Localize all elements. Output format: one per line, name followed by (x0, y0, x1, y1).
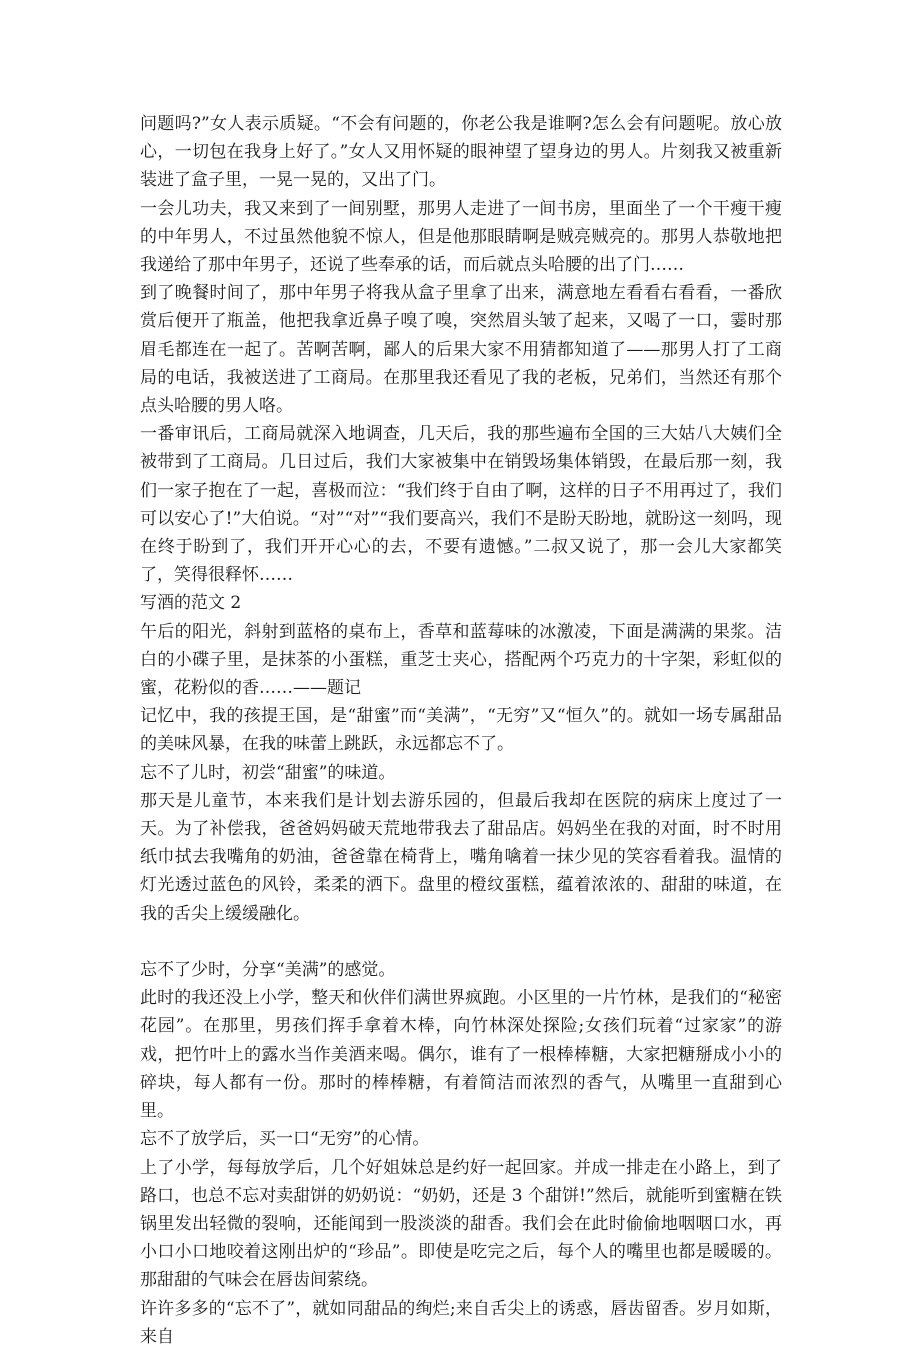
paragraph: 那天是儿童节，本来我们是计划去游乐园的，但最后我却在医院的病床上度过了一天。为了补偿我，爸爸妈妈破天荒地带我去了甜品店。妈妈坐在我的对面，时不时用纸巾拭去我嘴角的奶油，爸爸靠在椅背上，嘴角噙着一抹少见的笑容看着我。温情的灯光透过蓝色的风铃，柔柔的洒下。盘里的橙纹蛋糕，蕴着浓浓的、甜甜的味道，在我的舌尖上缓缓融化。 (140, 790, 782, 924)
paragraph: 忘不了放学后，买一口“无穷”的心情。 (140, 1129, 430, 1150)
paragraph: 午后的阳光，斜射到蓝格的桌布上，香草和蓝莓味的冰激凌，下面是满满的果浆。洁白的小碟子里，是抹茶的小蛋糕，重芝士夹心，搭配两个巧克力的十字架，彩虹似的蜜，花粉似的香……——题记 (140, 621, 782, 699)
section-heading: 写酒的范文 2 (140, 593, 242, 614)
paragraph: 许许多多的“忘不了”，就如同甜品的绚烂;来自舌尖上的诱惑，唇齿留香。岁月如斯，来自 (140, 1298, 782, 1347)
paragraph: 问题吗?”女人表示质疑。“不会有问题的，你老公我是谁啊?怎么会有问题呢。放心放心，一切包在我身上好了。”女人又用怀疑的眼神望了望身边的男人。片刻我又被重新装进了盒子里，一晃一晃的，又出了门。 (140, 114, 782, 191)
paragraph: 此时的我还没上小学，整天和伙伴们满世界疯跑。小区里的一片竹林，是我们的“秘密花园”。在那里，男孩们挥手拿着木棒，向竹林深处探险;女孩们玩着“过家家”的游戏，把竹叶上的露水当作美酒来喝。偶尔，谁有了一根棒棒糖，大家把糖掰成小小的碎块，每人都有一份。那时的棒棒糖，有着简洁而浓烈的香气，从嘴里一直甜到心里。 (140, 988, 782, 1122)
paragraph: 忘不了少时，分享“美满”的感觉。 (140, 960, 396, 981)
paragraph: 记忆中，我的孩提王国，是“甜蜜”而“美满”，“无穷”又“恒久”的。就如一场专属甜品的美味风暴，在我的味蕾上跳跃，永远都忘不了。 (140, 706, 782, 755)
blank-line (140, 928, 782, 956)
paragraph: 上了小学，每每放学后，几个好姐妹总是约好一起回家。并成一排走在小路上，到了路口，也总不忘对卖甜饼的奶奶说：“奶奶，还是 3 个甜饼!”然后，就能听到蜜糖在铁锅里发出轻微的裂响，还能闻到一股淡淡的甜香。我们会在此时偷偷地咽咽口水，再小口小口地咬着这刚出炉的“珍品”。即使是吃完之后，每个人的嘴里也都是暖暖的。那甜甜的气味会在唇齿间萦绕。 (140, 1157, 782, 1291)
paragraph: 一番审讯后，工商局就深入地调查，几天后，我的那些遍布全国的三大姑八大姨们全被带到了工商局。几日过后，我们大家被集中在销毁场集体销毁，在最后那一刻，我们一家子抱在了一起，喜极而泣：“我们终于自由了啊，这样的日子不用再过了，我们可以安心了!”大伯说。“对”“对”“我们要高兴，我们不是盼天盼地，就盼这一刻吗，现在终于盼到了，我们开开心心的去，不要有遗憾。”二叔又说了，那一会儿大家都笑了，笑得很释怀…… (140, 424, 782, 586)
paragraph: 一会儿功夫，我又来到了一间别墅，那男人走进了一间书房，里面坐了一个干瘦干瘦的中年男人，不过虽然他貌不惊人，但是他那眼睛啊是贼亮贼亮的。那男人恭敬地把我递给了那中年男子，还说了些奉承的话，而后就点头哈腰的出了门…… (140, 198, 782, 276)
paragraph: 忘不了儿时，初尝“甜蜜”的味道。 (140, 762, 396, 783)
paragraph: 到了晚餐时间了，那中年男子将我从盒子里拿了出来，满意地左看看右看看，一番欣赏后便开了瓶盖，他把我拿近鼻子嗅了嗅，突然眉头皱了起来，又喝了一口，霎时那眉毛都连在一起了。苦啊苦啊，鄙人的后果大家不用猜都知道了——那男人打了工商局的电话，我被送进了工商局。在那里我还看见了我的老板，兄弟们，当然还有那个点头哈腰的男人咯。 (140, 283, 782, 417)
document-body (140, 110, 782, 1351)
